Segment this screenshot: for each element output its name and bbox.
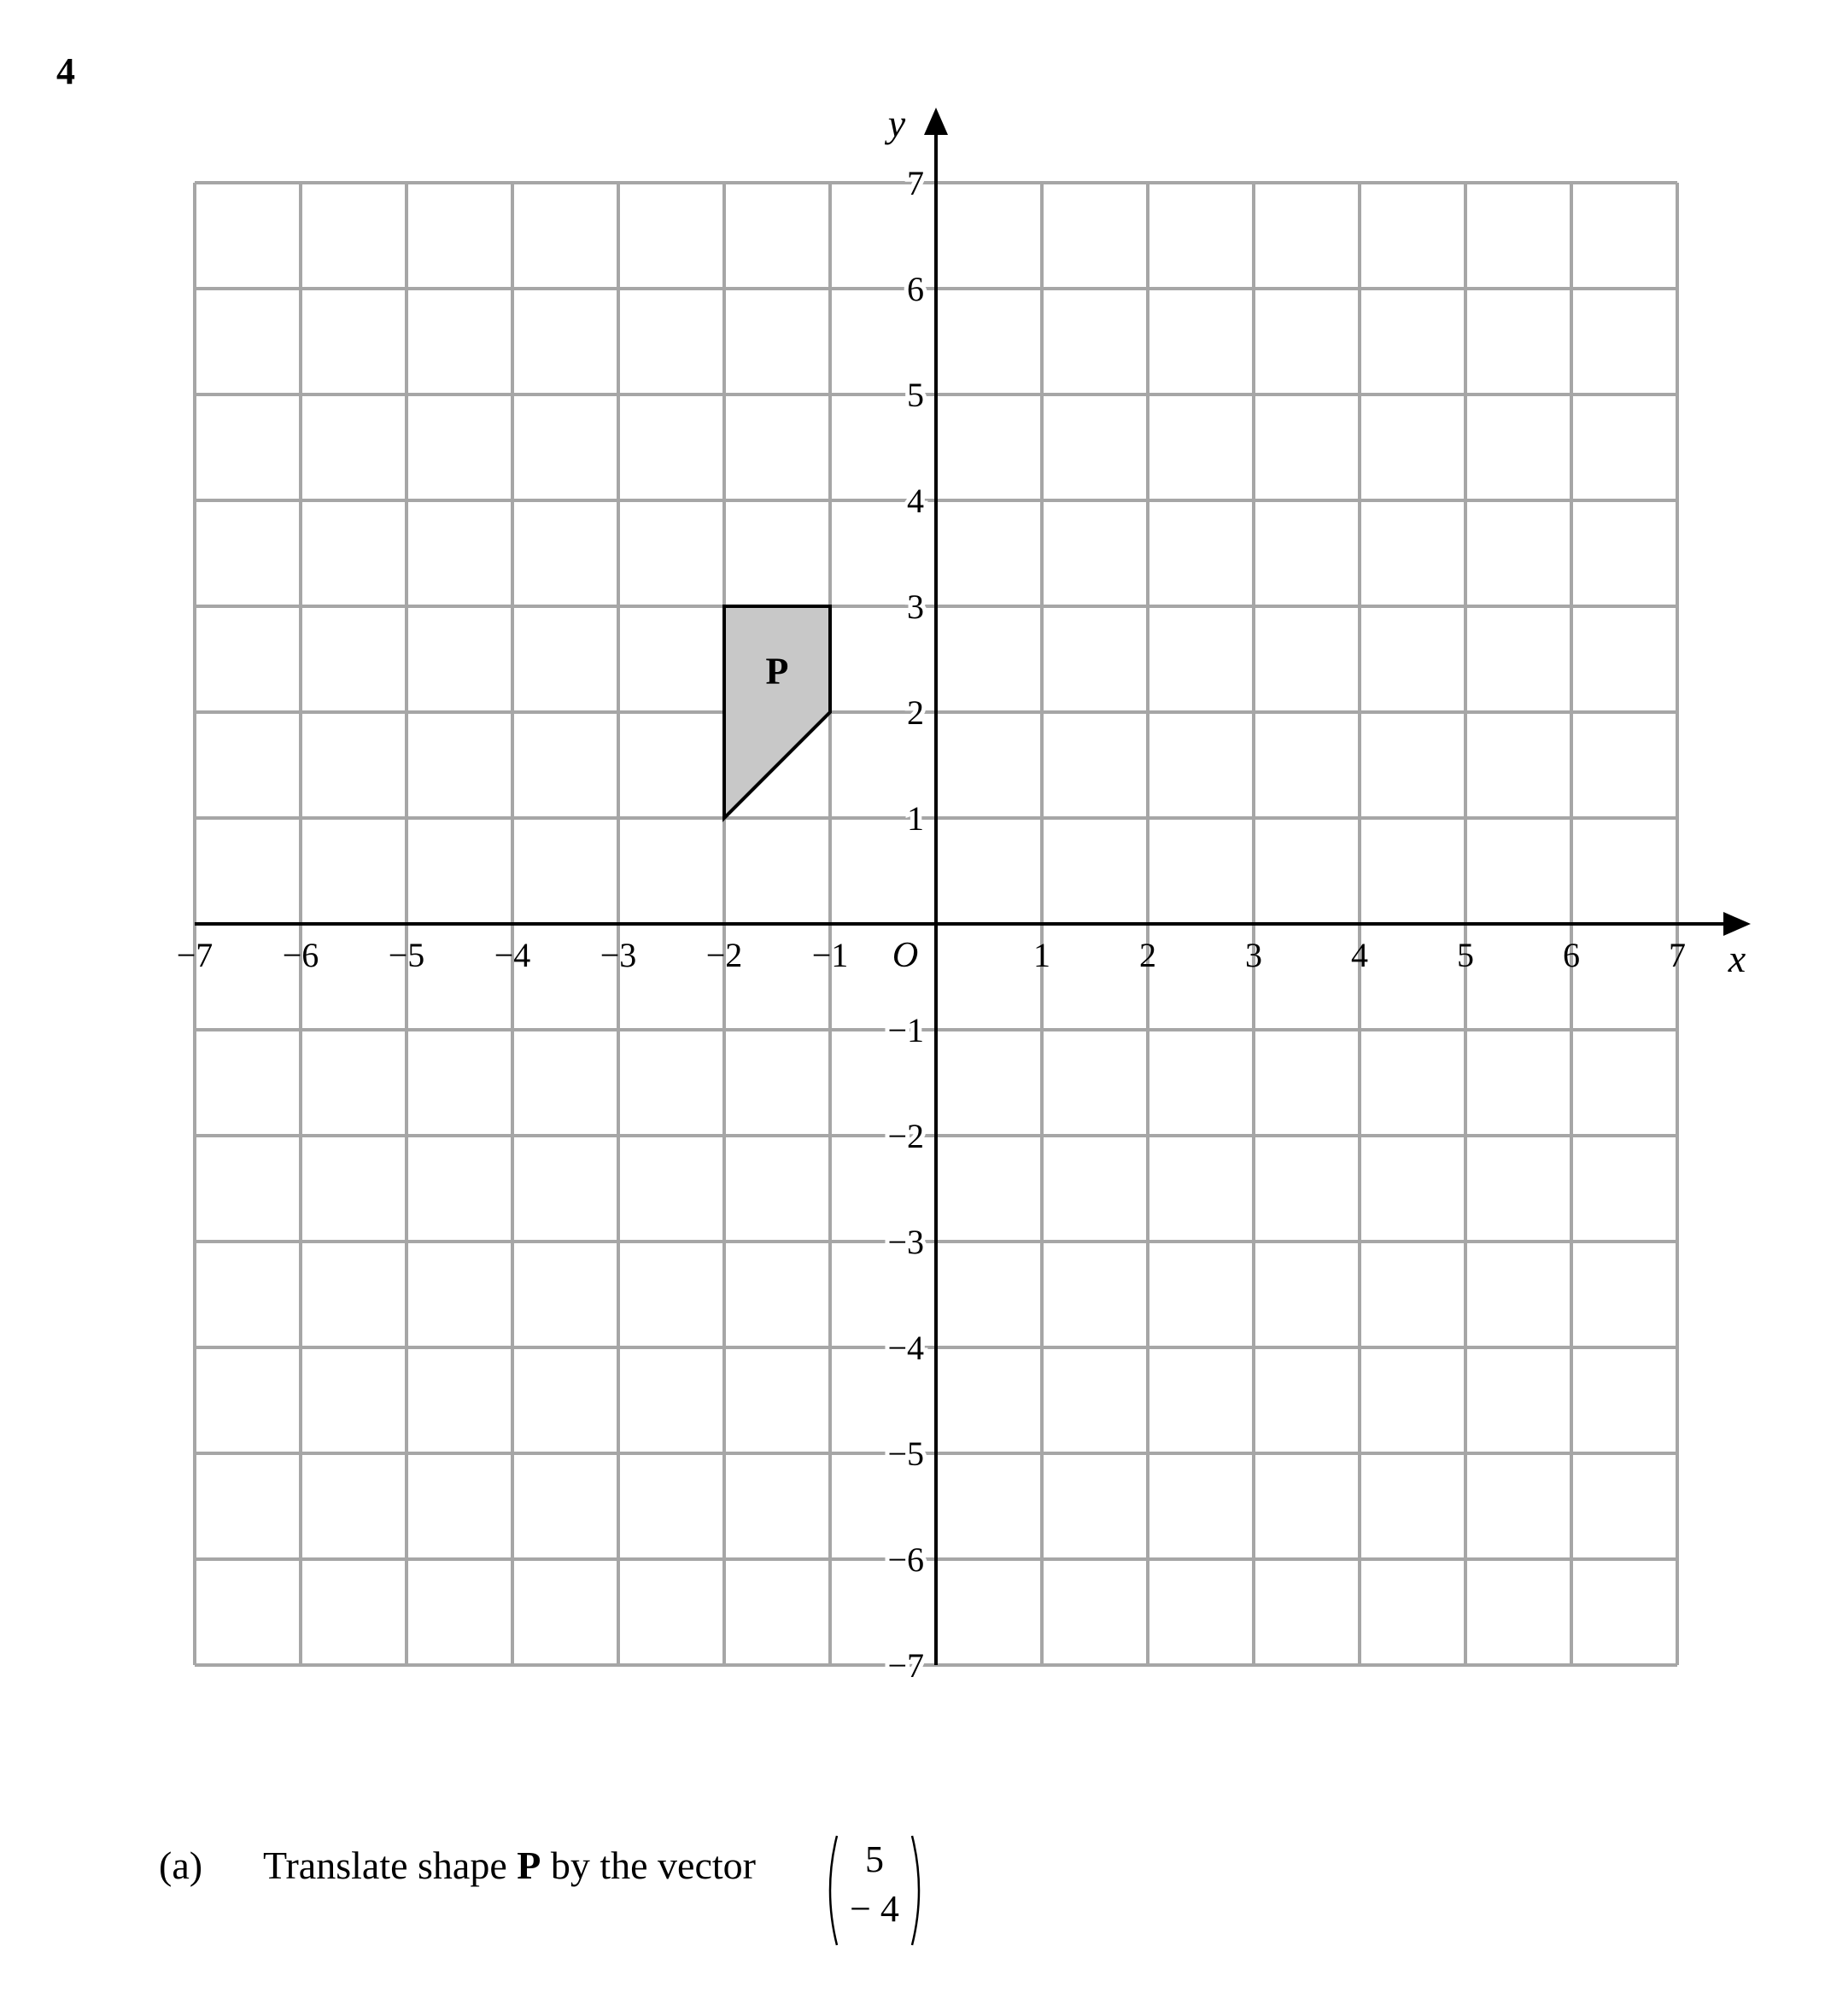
shape-layer [724,606,830,818]
question-number: 4 [56,50,75,92]
x-axis-arrow [1723,912,1751,936]
instruction-text-before: Translate shape [263,1844,518,1887]
x-tick-label: 4 [1351,936,1368,974]
instruction-text-after: by the vector [541,1844,756,1887]
y-tick-label: 5 [907,376,924,414]
x-tick-label: −2 [705,936,743,974]
x-tick-label: −1 [811,936,849,974]
y-tick-label: −7 [887,1646,924,1685]
vector-bottom-component: − 4 [850,1888,899,1930]
axes [195,108,1751,1665]
x-tick-label: −4 [494,936,531,974]
y-tick-label: −6 [887,1540,924,1579]
x-tick-label: 1 [1033,936,1050,974]
origin-label: O [892,936,919,975]
x-tick-label: 5 [1457,936,1474,974]
y-tick-label: −5 [887,1435,924,1473]
x-tick-label: −3 [600,936,637,974]
y-axis-label: y [887,102,906,145]
y-tick-label: 4 [907,482,924,520]
x-tick-label: 2 [1139,936,1156,974]
x-tick-label: −5 [388,936,425,974]
y-tick-label: −1 [887,1011,924,1049]
y-tick-label: 3 [907,587,924,626]
y-tick-label: 1 [907,799,924,838]
x-tick-label: −7 [176,936,214,974]
instruction-shape-name: P [517,1844,541,1887]
x-tick-label: 3 [1245,936,1262,974]
y-tick-label: 6 [907,270,924,308]
y-tick-label: −3 [887,1223,924,1261]
axis-labels [177,102,1746,1685]
y-tick-label: 2 [907,693,924,732]
part-a-instruction [263,1843,756,1888]
y-axis-arrow [924,108,948,135]
vector-top-component: 5 [865,1838,884,1880]
x-tick-label: −6 [282,936,319,974]
x-tick-label: 7 [1669,936,1686,974]
column-vector [822,1831,927,1950]
x-tick-label: 6 [1563,936,1580,974]
shape-p [724,606,830,818]
shape-p-label: P [765,650,789,692]
x-axis-label: x [1728,937,1746,980]
part-a-label: (a) [159,1844,203,1887]
y-tick-label: 7 [907,164,924,202]
y-tick-label: −4 [887,1329,924,1367]
y-tick-label: −2 [887,1117,924,1155]
